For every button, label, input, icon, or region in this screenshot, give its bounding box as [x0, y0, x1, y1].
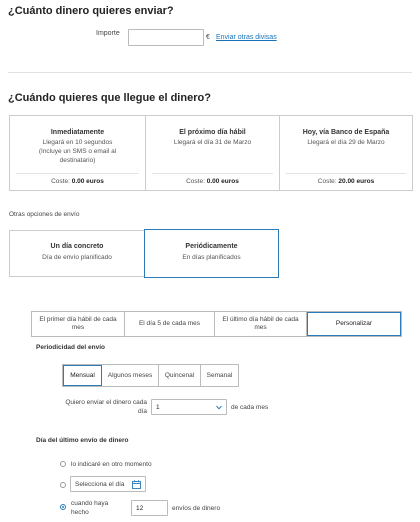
card-next-business-day[interactable]: [145, 115, 280, 191]
radio-select-day[interactable]: [60, 482, 66, 488]
card-line: Llegará el día 31 de Marzo: [173, 139, 252, 146]
card-cost: Coste: 20.00 euros: [317, 178, 375, 185]
option-periodic[interactable]: [144, 229, 279, 278]
amount-label: Importe: [96, 30, 120, 37]
card-line: Llegará el día 29 de Marzo: [307, 139, 385, 146]
tab-customize[interactable]: Personalizar: [307, 312, 401, 336]
send-day-value: 1: [156, 404, 160, 411]
card-divider: [16, 173, 139, 174]
tab-last-business-day[interactable]: El último día hábil de cada mes: [215, 312, 307, 336]
radio-after-count-label: cuando haya hecho: [71, 500, 109, 516]
card-title: Inmediatamente: [50, 129, 105, 136]
tab-day-5[interactable]: El día 5 de cada mes: [125, 312, 215, 336]
card-title: El próximo día hábil: [179, 129, 246, 136]
currency-symbol: €: [206, 34, 210, 41]
send-day-label: Quiero enviar el dinero cada día: [65, 399, 147, 415]
calendar-icon[interactable]: [132, 480, 141, 489]
last-send-label: Día del último envío de dinero: [36, 437, 129, 444]
card-divider: [286, 173, 406, 174]
option-sub: En días planificados: [182, 254, 241, 261]
periodicity-options: [62, 364, 239, 387]
option-specific-day[interactable]: [9, 230, 145, 277]
when-section-title: ¿Cuándo quieres que llegue el dinero?: [8, 92, 211, 104]
periodicity-biweekly[interactable]: Quincenal: [159, 365, 201, 386]
option-title: Periódicamente: [185, 243, 238, 250]
tab-first-business-day[interactable]: El primer día hábil de cada mes: [32, 312, 125, 336]
card-title: Hoy, vía Banco de España: [302, 129, 390, 136]
card-today-bde[interactable]: [279, 115, 413, 191]
last-day-placeholder: Selecciona el día: [75, 481, 125, 488]
card-line: (Incluye un SMS o email al: [38, 148, 117, 155]
count-value: 12: [136, 505, 144, 512]
radio-later[interactable]: [60, 461, 66, 467]
card-line: destinatario): [59, 157, 96, 164]
periodicity-monthly[interactable]: Mensual: [63, 365, 102, 386]
periodicity-label: Periodicidad del envío: [36, 344, 105, 351]
chevron-down-icon: [216, 405, 222, 410]
amount-input[interactable]: [128, 29, 204, 46]
periodicity-some-months[interactable]: Algunos meses: [102, 365, 159, 386]
periodicity-weekly[interactable]: Semanal: [206, 371, 233, 379]
card-cost: Coste: 0.00 euros: [186, 178, 239, 185]
option-sub: Día de envío planificado: [42, 254, 112, 261]
other-options-label: Otras opciones de envío: [9, 211, 80, 218]
card-immediately[interactable]: [9, 115, 146, 191]
count-suffix: envíos de dinero: [172, 505, 221, 512]
radio-after-count[interactable]: [60, 504, 66, 510]
card-cost: Coste: 0.00 euros: [51, 178, 104, 185]
count-input[interactable]: [131, 500, 168, 516]
divider: [8, 72, 412, 73]
card-divider: [152, 173, 273, 174]
card-line: Llegará en 10 segundos: [42, 139, 113, 146]
option-title: Un día concreto: [50, 243, 104, 250]
amount-section-title: ¿Cuánto dinero quieres enviar?: [8, 5, 174, 17]
schedule-tabs: [31, 311, 402, 337]
radio-later-label: lo indicaré en otro momento: [71, 461, 152, 468]
other-currencies-link[interactable]: Enviar otras divisas: [216, 34, 277, 41]
send-day-suffix: de cada mes: [231, 404, 269, 411]
last-day-input[interactable]: [70, 476, 146, 492]
send-day-select[interactable]: [151, 399, 227, 415]
